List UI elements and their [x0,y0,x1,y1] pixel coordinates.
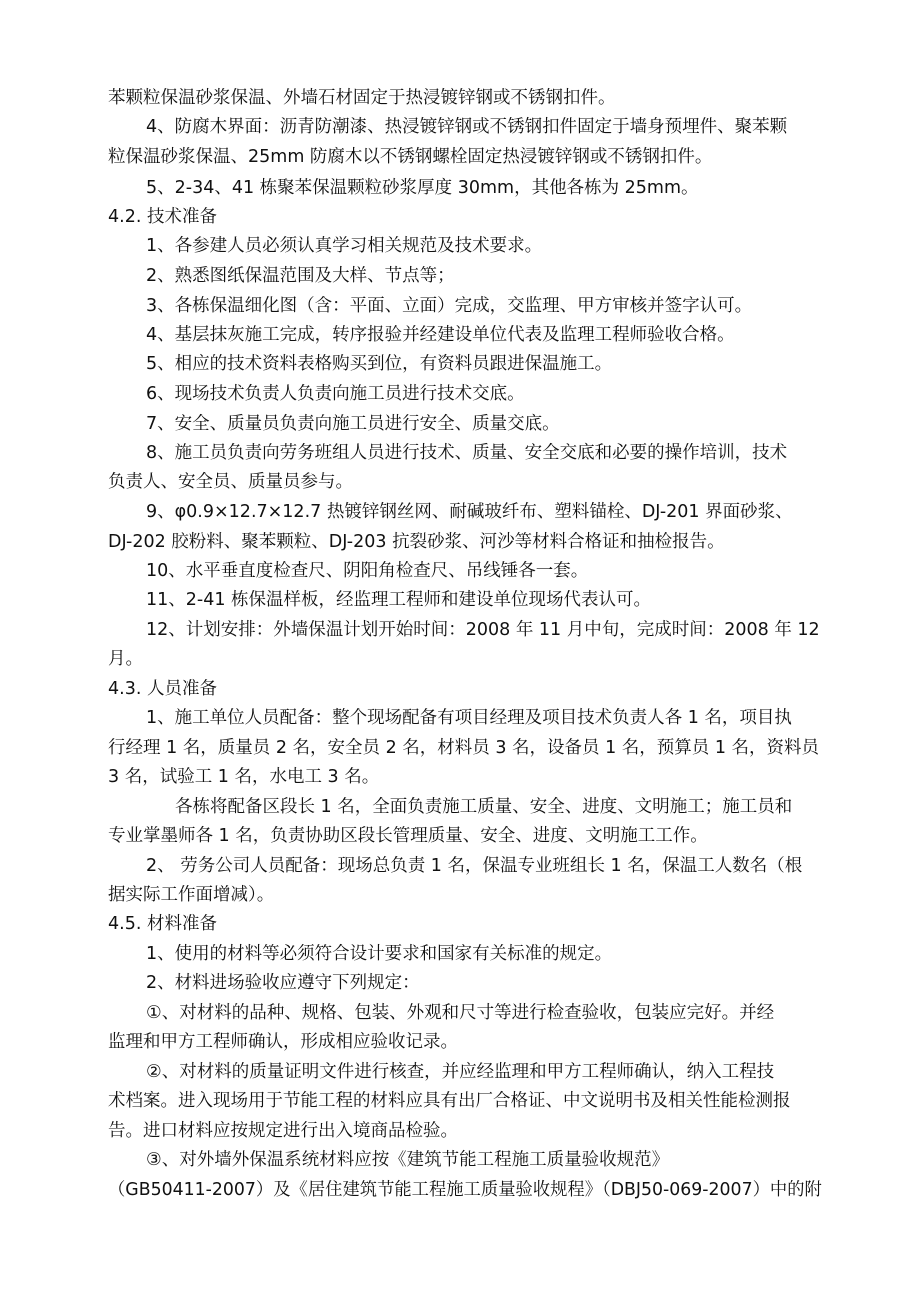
section-heading: 4.2. 技术准备 [108,207,217,227]
text-line: 2、 劳务公司人员配备：现场总负责 1 名，保温专业班组长 1 名，保温工人数名（根 [146,856,803,876]
text-line: 1、施工单位人员配备：整个现场配备有项目经理及项目技术负责人各 1 名，项目执 [146,708,792,728]
text-line: 5、相应的技术资料表格购买到位，有资料员跟进保温施工。 [146,354,613,374]
section-heading: 4.5. 材料准备 [108,914,217,934]
text-line: DJ-202 胶粉料、聚苯颗粒、DJ-203 抗裂砂浆、河沙等材料合格证和抽检报告。 [108,532,725,552]
text-line: 苯颗粒保温砂浆保温、外墙石材固定于热浸镀锌钢或不锈钢扣件。 [108,88,616,108]
text-line: 3、各栋保温细化图（含：平面、立面）完成，交监理、甲方审核并签字认可。 [146,296,753,316]
text-line: 10、水平垂直度检查尺、阴阳角检查尺、吊线锤各一套。 [146,561,589,581]
text-line: 术档案。进入现场用于节能工程的材料应具有出厂合格证、中文说明书及相关性能检测报 [108,1091,791,1111]
text-line: 1、使用的材料等必须符合设计要求和国家有关标准的规定。 [146,944,613,964]
text-line: 11、2-41 栋保温样板，经监理工程师和建设单位现场代表认可。 [146,590,652,610]
text-line: 监理和甲方工程师确认，形成相应验收记录。 [108,1032,458,1052]
text-line: 1、各参建人员必须认真学习相关规范及技术要求。 [146,236,543,256]
text-line: 行经理 1 名，质量员 2 名，安全员 2 名，材料员 3 名，设备员 1 名，预算员 1 名，资料员 [108,738,820,758]
text-line: 专业掌墨师各 1 名，负责协助区段长管理质量、安全、进度、文明施工工作。 [108,826,708,846]
text-line: 9、φ0.9×12.7×12.7 热镀锌钢丝网、耐碱玻纤布、塑料锚栓、DJ-201 界面砂浆、 [146,502,793,522]
text-line: 8、施工员负责向劳务班组人员进行技术、质量、安全交底和必要的操作培训，技术 [146,443,788,463]
text-line: 各栋将配备区段长 1 名，全面负责施工质量、安全、进度、文明施工；施工员和 [175,797,793,817]
text-line: ②、对材料的质量证明文件进行核查，并应经监理和甲方工程师确认，纳入工程技 [146,1062,775,1082]
text-line: 5、2-34、41 栋聚苯保温颗粒砂浆厚度 30mm，其他各栋为 25mm。 [146,178,699,198]
text-line: 3 名，试验工 1 名，水电工 3 名。 [108,767,380,787]
text-line: 7、安全、质量员负责向施工员进行安全、质量交底。 [146,414,560,434]
text-line: 12、计划安排：外墙保温计划开始时间：2008 年 11 月中旬，完成时间：2008 年 12 [146,620,820,640]
text-line: 据实际工作面增减）。 [108,885,275,905]
text-line: 粒保温砂浆保温、25mm 防腐木以不锈钢螺栓固定热浸镀锌钢或不锈钢扣件。 [108,147,713,167]
text-line: 告。进口材料应按规定进行出入境商品检验。 [108,1121,458,1141]
text-line: 2、材料进场验收应遵守下列规定： [146,973,420,993]
text-line: ③、对外墙外保温系统材料应按《建筑节能工程施工质量验收规范》 [146,1150,670,1170]
section-heading: 4.3. 人员准备 [108,679,217,699]
text-line: ①、对材料的品种、规格、包装、外观和尺寸等进行检查验收，包装应完好。并经 [146,1003,775,1023]
text-line: 4、基层抹灰施工完成，转序报验并经建设单位代表及监理工程师验收合格。 [146,325,735,345]
text-line: 月。 [108,649,143,669]
text-line: 6、现场技术负责人负责向施工员进行技术交底。 [146,384,525,404]
text-line: 2、熟悉图纸保温范围及大样、节点等； [146,266,455,286]
text-line: （GB50411-2007）及《居住建筑节能工程施工质量验收规程》（DBJ50-069-2007）中的附 [108,1180,822,1200]
text-line: 负责人、安全员、质量员参与。 [108,472,353,492]
text-line: 4、防腐木界面：沥青防潮漆、热浸镀锌钢或不锈钢扣件固定于墙身预埋件、聚苯颗 [146,117,788,137]
